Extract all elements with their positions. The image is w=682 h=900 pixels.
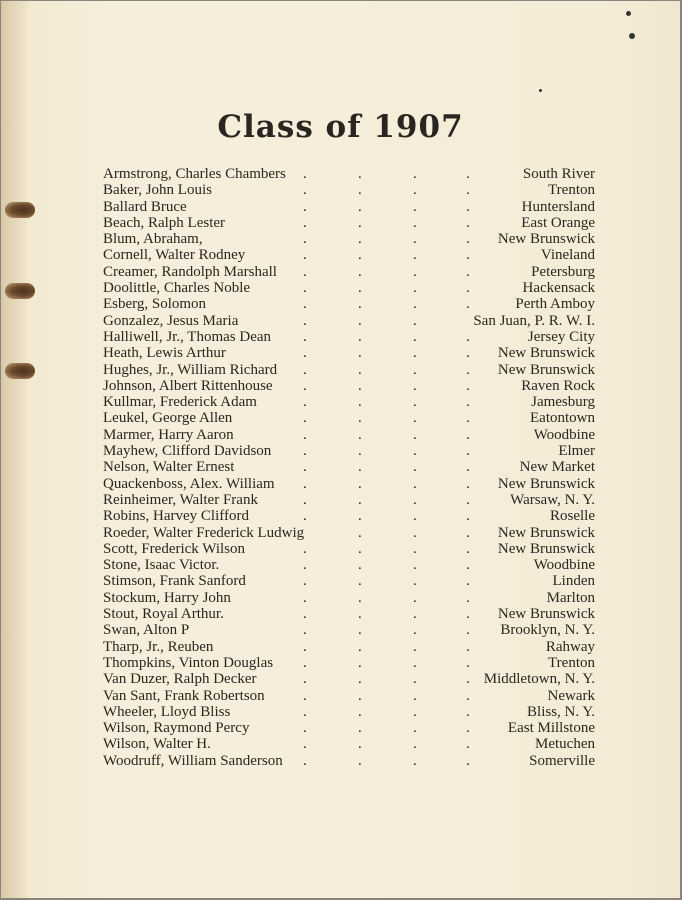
student-row: . . . . Hughes, Jr., William Richard New Brunswick	[103, 361, 595, 378]
student-hometown: Vineland	[540, 247, 595, 264]
student-hometown: Jersey City	[527, 328, 595, 345]
student-name: Stockum, Harry John	[103, 589, 231, 606]
student-name: Quackenboss, Alex. William	[103, 475, 275, 492]
student-name: Blum, Abraham,	[103, 231, 203, 248]
student-name: Creamer, Randolph Marshall	[103, 263, 277, 280]
student-row: . . . . Tharp, Jr., Reuben Rahway	[103, 638, 595, 655]
student-name: Wilson, Raymond Percy	[103, 720, 250, 737]
student-row: . . . . Nelson, Walter Ernest New Market	[103, 459, 595, 476]
binding-hole	[5, 202, 35, 218]
student-row: . . . . Scott, Frederick Wilson New Brunswick	[103, 540, 595, 557]
student-hometown: Trenton	[548, 654, 595, 671]
student-hometown: Somerville	[529, 752, 595, 769]
student-row: . . . . Baker, John Louis Trenton	[103, 182, 595, 199]
student-row: . . . . Blum, Abraham, New Brunswick	[103, 231, 595, 248]
student-hometown: Linden	[552, 573, 595, 590]
student-row: . . . . Johnson, Albert Rittenhouse Raven Rock	[103, 377, 595, 394]
student-name: Stone, Isaac Victor.	[103, 557, 220, 574]
student-name: Heath, Lewis Arthur	[103, 345, 226, 362]
student-hometown: Woodbine	[533, 557, 595, 574]
student-row: . . . . Stout, Royal Arthur. New Brunswick	[103, 606, 595, 623]
student-row: . . . . Wilson, Raymond Percy East Millstone	[103, 720, 595, 737]
student-row: . . . . Wheeler, Lloyd Bliss Bliss, N. Y.	[103, 703, 595, 720]
student-name: Marmer, Harry Aaron	[103, 426, 234, 443]
ink-speck	[539, 89, 542, 92]
student-name: Van Duzer, Ralph Decker	[103, 671, 257, 688]
student-row: . . . . Woodruff, William Sanderson Somerville	[103, 752, 595, 769]
student-name: Mayhew, Clifford Davidson	[103, 443, 272, 460]
student-hometown: New Brunswick	[497, 345, 595, 362]
student-hometown: Warsaw, N. Y.	[510, 491, 595, 508]
student-name: Thompkins, Vinton Douglas	[103, 654, 274, 671]
student-row: . . . . Leukel, George Allen Eatontown	[103, 410, 595, 427]
student-hometown: New Brunswick	[497, 361, 595, 378]
student-hometown: Perth Amboy	[515, 296, 595, 313]
student-name: Johnson, Albert Rittenhouse	[103, 377, 273, 394]
student-row: . . . . Van Sant, Frank Robertson Newark	[103, 687, 595, 704]
student-name: Gonzalez, Jesus Maria	[103, 312, 239, 329]
student-hometown: San Juan, P. R. W. I.	[473, 312, 595, 329]
student-row: . . . . Wilson, Walter H. Metuchen	[103, 736, 595, 753]
student-name: Scott, Frederick Wilson	[103, 540, 246, 557]
student-name: Leukel, George Allen	[103, 410, 233, 427]
student-hometown: Raven Rock	[521, 377, 595, 394]
student-row: . . . . Marmer, Harry Aaron Woodbine	[103, 426, 595, 443]
ink-speck	[629, 33, 635, 39]
student-name: Doolittle, Charles Noble	[103, 280, 251, 297]
student-name: Armstrong, Charles Chambers	[103, 166, 286, 182]
student-row: . . . . Stone, Isaac Victor. Woodbine	[103, 557, 595, 574]
student-hometown: Rahway	[545, 638, 595, 655]
binding-hole	[5, 363, 35, 379]
student-hometown: Brooklyn, N. Y.	[500, 622, 595, 639]
student-row: . . . . Heath, Lewis Arthur New Brunswick	[103, 345, 595, 362]
student-hometown: East Orange	[521, 214, 595, 231]
student-name: Wilson, Walter H.	[103, 736, 211, 753]
student-name: Kullmar, Frederick Adam	[103, 394, 257, 411]
student-row: . . . . Ballard Bruce Huntersland	[103, 198, 595, 215]
student-row: . . . . Beach, Ralph Lester East Orange	[103, 214, 595, 231]
student-hometown: New Brunswick	[497, 231, 595, 248]
student-row: . . . . Cornell, Walter Rodney Vineland	[103, 247, 595, 264]
student-hometown: New Brunswick	[497, 524, 595, 541]
student-row: . . . . Armstrong, Charles Chambers South River	[103, 166, 595, 182]
student-name: Robins, Harvey Clifford	[103, 508, 249, 525]
student-hometown: New Market	[519, 459, 595, 476]
student-name: Stout, Royal Arthur.	[103, 606, 224, 623]
student-name: Woodruff, William Sanderson	[103, 752, 283, 769]
student-row: . . . . Swan, Alton P Brooklyn, N. Y.	[103, 622, 595, 639]
student-name: Swan, Alton P	[103, 622, 190, 639]
student-row: . . . . Reinheimer, Walter Frank Warsaw, N. Y.	[103, 491, 595, 508]
student-row: . . . . Robins, Harvey Clifford Roselle	[103, 508, 595, 525]
student-hometown: Jamesburg	[531, 394, 595, 411]
student-hometown: New Brunswick	[497, 606, 595, 623]
student-hometown: Bliss, N. Y.	[527, 703, 595, 720]
student-name: Tharp, Jr., Reuben	[103, 638, 214, 655]
student-name: Halliwell, Jr., Thomas Dean	[103, 328, 272, 345]
student-hometown: Middletown, N. Y.	[483, 671, 595, 688]
binding-hole	[5, 283, 35, 299]
student-hometown: Metuchen	[535, 736, 595, 753]
student-name: Hughes, Jr., William Richard	[103, 361, 278, 378]
student-name: Stimson, Frank Sanford	[103, 573, 246, 590]
student-row: . . . . Doolittle, Charles Noble Hackensack	[103, 280, 595, 297]
student-row: . . . . Halliwell, Jr., Thomas Dean Jersey City	[103, 328, 595, 345]
student-row: . . . . Esberg, Solomon Perth Amboy	[103, 296, 595, 313]
student-hometown: Petersburg	[531, 263, 595, 280]
student-hometown: New Brunswick	[497, 475, 595, 492]
student-hometown: East Millstone	[507, 720, 595, 737]
student-row: . . . . Creamer, Randolph Marshall Petersburg	[103, 263, 595, 280]
student-name: Cornell, Walter Rodney	[103, 247, 246, 264]
student-name: Van Sant, Frank Robertson	[103, 687, 265, 704]
scanned-page	[1, 1, 680, 898]
student-name: Ballard Bruce	[103, 198, 187, 215]
student-name: Reinheimer, Walter Frank	[103, 491, 258, 508]
ink-speck	[626, 11, 631, 16]
student-hometown: Roselle	[550, 508, 595, 525]
student-name: Nelson, Walter Ernest	[103, 459, 235, 476]
student-hometown: Newark	[547, 687, 595, 704]
student-row: . . . Roeder, Walter Frederick Ludwig New Brunswick	[103, 524, 595, 541]
student-hometown: Eatontown	[530, 410, 595, 427]
student-row: . . . Gonzalez, Jesus Maria San Juan, P. R. W. I.	[103, 312, 595, 329]
student-hometown: Trenton	[548, 182, 595, 199]
student-hometown: Marlton	[546, 589, 595, 606]
student-name: Beach, Ralph Lester	[103, 214, 226, 231]
student-hometown: New Brunswick	[497, 540, 595, 557]
student-list	[103, 166, 595, 769]
student-row: . . . . Stimson, Frank Sanford Linden	[103, 573, 595, 590]
student-hometown: Huntersland	[521, 198, 595, 215]
student-row: . . . . Van Duzer, Ralph Decker Middletown, N. Y.	[103, 671, 595, 688]
student-name: Esberg, Solomon	[103, 296, 207, 313]
student-hometown: Hackensack	[522, 280, 595, 297]
student-name: Roeder, Walter Frederick Ludwig	[103, 524, 305, 541]
student-hometown: Elmer	[558, 443, 595, 460]
student-name: Wheeler, Lloyd Bliss	[103, 703, 231, 720]
student-row: . . . . Quackenboss, Alex. William New Brunswick	[103, 475, 595, 492]
student-row: . . . . Stockum, Harry John Marlton	[103, 589, 595, 606]
student-hometown: South River	[522, 166, 595, 182]
student-hometown: Woodbine	[533, 426, 595, 443]
student-name: Baker, John Louis	[103, 182, 212, 199]
page-title: Class of 1907	[217, 109, 464, 145]
student-row: . . . . Mayhew, Clifford Davidson Elmer	[103, 443, 595, 460]
student-row: . . . . Thompkins, Vinton Douglas Trenton	[103, 654, 595, 671]
student-row: . . . . Kullmar, Frederick Adam Jamesburg	[103, 394, 595, 411]
